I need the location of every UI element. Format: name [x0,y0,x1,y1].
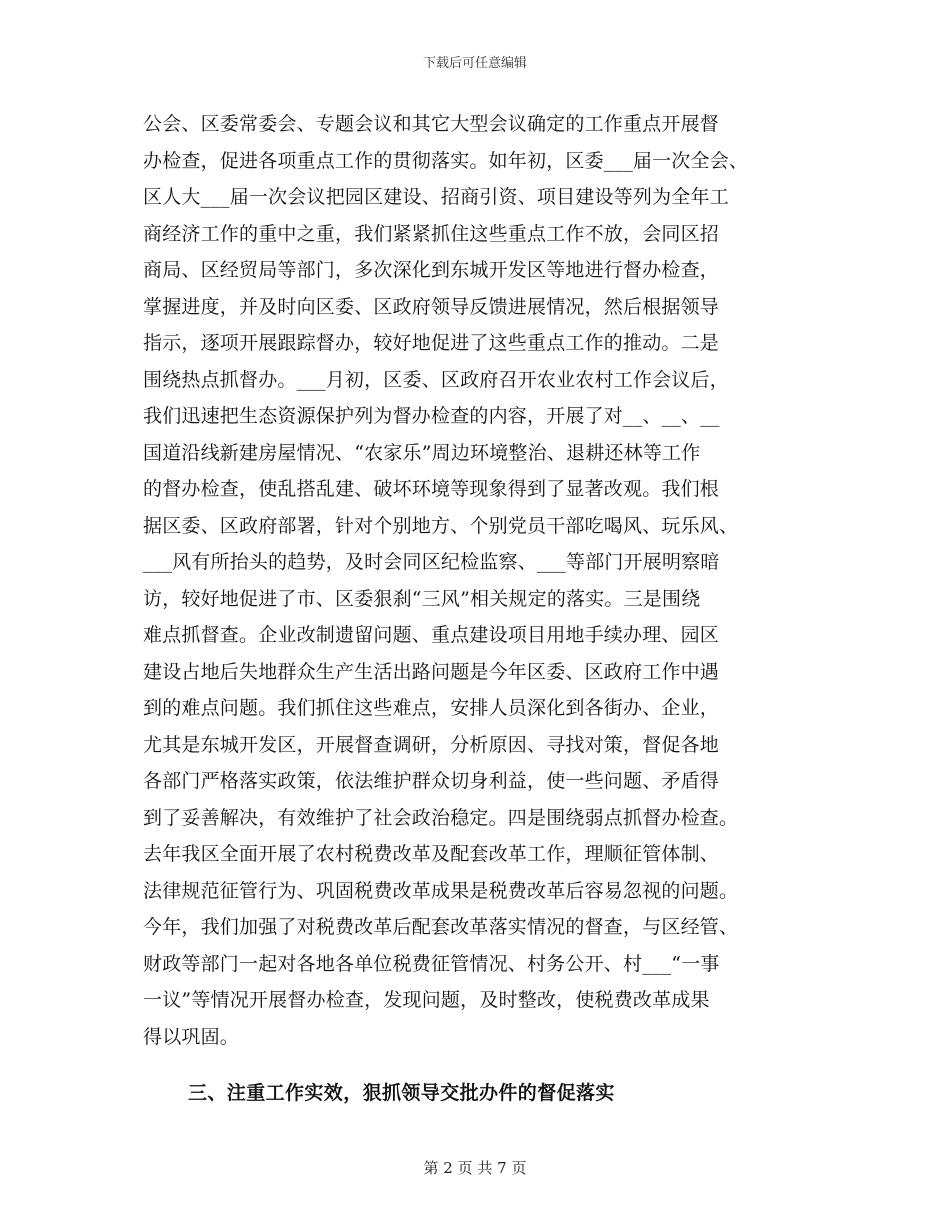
text-line: 各部门严格落实政策，依法维护群众切身利益，使一些问题、矛盾得 [143,770,720,792]
text-line: 今年，我们加强了对税费改革后配套改革落实情况的督查，与区经管、 [143,916,739,938]
body-text [143,106,823,1055]
text-line: 去年我区全面开展了农村税费改革及配套改革工作，理顺征管体制、 [143,843,720,865]
text-line: 尤其是东城开发区，开展督查调研，分析原因、寻找对策，督促各地 [143,733,720,756]
text-line: 一议”等情况开展督办检查，发现问题，及时整改，使税费改革成果 [143,989,710,1011]
text-line: 区人大___届一次会议把园区建设、招商引资、项目建设等列为全年工 [143,186,729,208]
text-line: 难点抓督查。企业改制遗留问题、重点建设项目用地手续办理、园区 [143,624,720,646]
page-footer: 第 2 页 共 7 页 [423,1159,527,1177]
text-line: 商经济工作的重中之重，我们紧紧抓住这些重点工作不放，会同区招 [143,222,720,245]
text-line: ___风有所抬头的趋势，及时会同区纪检监察、___等部门开展明察暗 [143,551,720,573]
section-heading: 三、注重工作实效，狠抓领导交批办件的督促落实 [188,1082,615,1104]
text-line: 得以巩固。 [143,1025,240,1048]
page-header: 下载后可任意编辑 [422,56,527,71]
text-line: 的督办检查，使乱搭乱建、破坏环境等现象得到了显著改观。我们根 [143,478,720,500]
text-line: 商局、区经贸局等部门，多次深化到东城开发区等地进行督办检查， [143,259,720,281]
text-line: 财政等部门一起对各地各单位税费征管情况、村务公开、村___“一事 [143,952,720,975]
text-line: 法律规范征管行为、巩固税费改革成果是税费改革后容易忽视的问题。 [143,879,739,902]
text-line: 到的难点问题。我们抓住这些难点，安排人员深化到各街办、企业， [143,697,720,719]
text-line: 掌握进度，并及时向区委、区政府领导反馈进展情况，然后根据领导 [143,295,720,318]
text-line: 访，较好地促进了市、区委狠刹“三风”相关规定的落实。三是围绕 [143,587,701,610]
text-line: 国道沿线新建房屋情况、“农家乐”周边环境整治、退耕还林等工作 [143,441,701,464]
text-line: 我们迅速把生态资源保护列为督办检查的内容，开展了对__、__、__ [143,405,720,427]
text-line: 建设占地后失地群众生产生活出路问题是今年区委、区政府工作中遇 [143,660,720,683]
text-line: 到了妥善解决，有效维护了社会政治稳定。四是围绕弱点抓督办检查。 [143,806,739,829]
text-line: 围绕热点抓督办。___月初，区委、区政府召开农业农村工作会议后， [143,368,729,391]
text-line: 公会、区委常委会、专题会议和其它大型会议确定的工作重点开展督 [143,113,720,135]
text-line: 据区委、区政府部署，针对个别地方、个别党员干部吃喝风、玩乐风、 [143,514,739,537]
text-line: 办检查，促进各项重点工作的贯彻落实。如年初，区委___届一次全会、 [143,149,749,172]
text-line: 指示，逐项开展跟踪督办，较好地促进了这些重点工作的推动。二是 [143,332,720,354]
